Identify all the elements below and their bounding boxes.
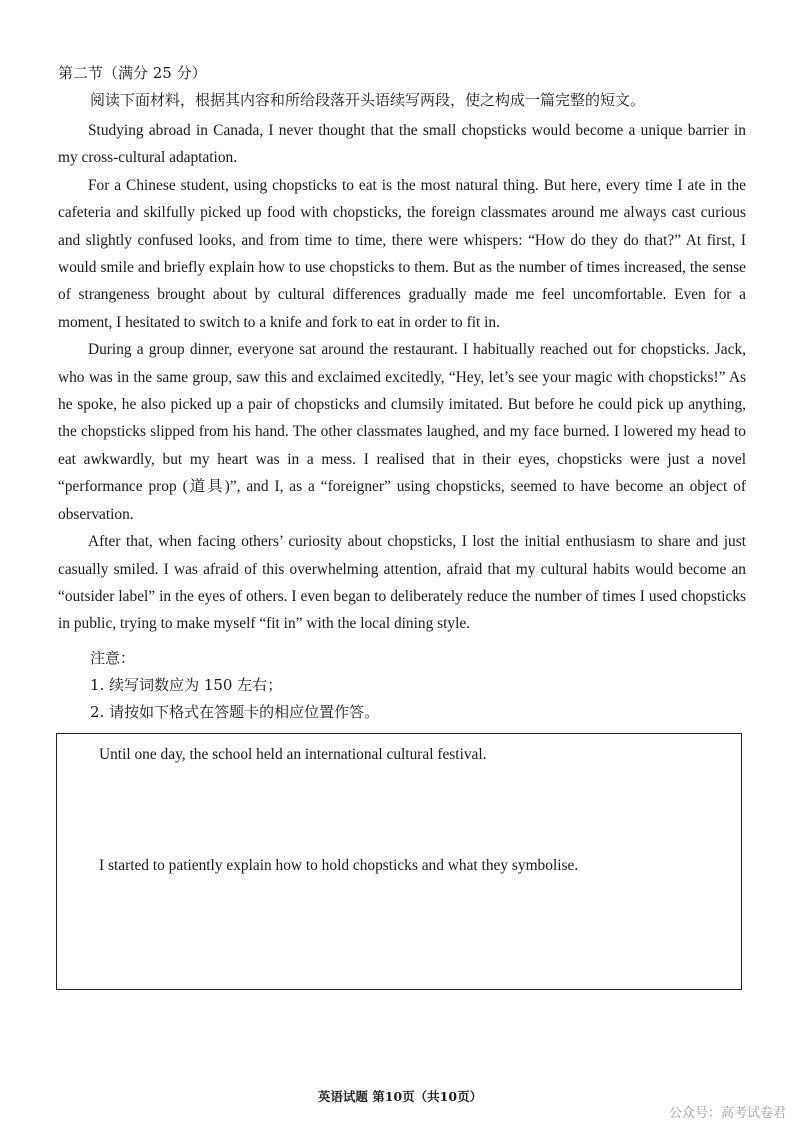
note-item-word-count: 1. 续写词数应为 150 左右； <box>90 676 283 694</box>
passage-paragraph-3: During a group dinner, everyone sat around the restaurant. I habitually reached out for chopsticks. Jack, who was in the same group, saw this and exclaimed excitedly, “Hey, let’s see your magic with chopsticks!” As he spoke, he also picked up a pair of chopsticks and clumsily imitated. But before he could pick up anything, the chopsticks slipped from his hand. The other classmates laughed, and my face burned. I lowered my head to eat awkwardly, but my heart was in a mess. I realised that in their eyes, chopsticks were just a novel “performance prop (道具)”, and I, as a “foreigner” using chopsticks, seemed to have become an object of observation. <box>58 341 746 523</box>
note-item-answer-format: 2. 请按如下格式在答题卡的相应位置作答。 <box>90 703 380 721</box>
notes-section <box>58 645 379 726</box>
watermark: 公众号：高考试卷君 <box>668 1106 786 1121</box>
reading-passage <box>58 117 746 638</box>
task-instruction: 阅读下面材料，根据其内容和所给段落开头语续写两段，使之构成一篇完整的短文。 <box>90 91 646 109</box>
page-footer: 英语试题 第10页（共10页） <box>317 1089 483 1104</box>
section-heading: 第二节（满分 25 分） <box>58 64 207 82</box>
passage-paragraph-2: For a Chinese student, using chopsticks to eat is the most natural thing. But here, every time I ate in the cafeteria and skilfully picked up food with chopsticks, the foreign classmates around me always cast curious and slightly confused looks, and from time to time, there were whispers: “How do they do that?” At first, I would smile and briefly explain how to use chopsticks to them. But as the number of times increased, the sense of strangeness brought about by cultural differences gradually made me feel uncomfortable. Even for a moment, I hesitated to switch to a knife and fork to eat in order to fit in. <box>58 176 746 331</box>
notes-title: 注意： <box>90 649 136 667</box>
answer-box <box>56 733 742 990</box>
passage-paragraph-4: After that, when facing others’ curiosity about chopsticks, I lost the initial enthusiasm to share and just casually smiled. I was afraid of this overwhelming attention, afraid that my cultural habits would become an “outsider label” in the eyes of others. I even began to deliberately reduce the number of times I used chopsticks in public, trying to make myself “fit in” with the local dining style. <box>58 533 746 633</box>
paragraph-starter-1: Until one day, the school held an international cultural festival. <box>99 746 487 763</box>
passage-paragraph-1: Studying abroad in Canada, I never thought that the small chopsticks would become a unique barrier in my cross-cultural adaptation. <box>58 122 746 167</box>
paragraph-starter-2: I started to patiently explain how to hold chopsticks and what they symbolise. <box>99 857 579 874</box>
